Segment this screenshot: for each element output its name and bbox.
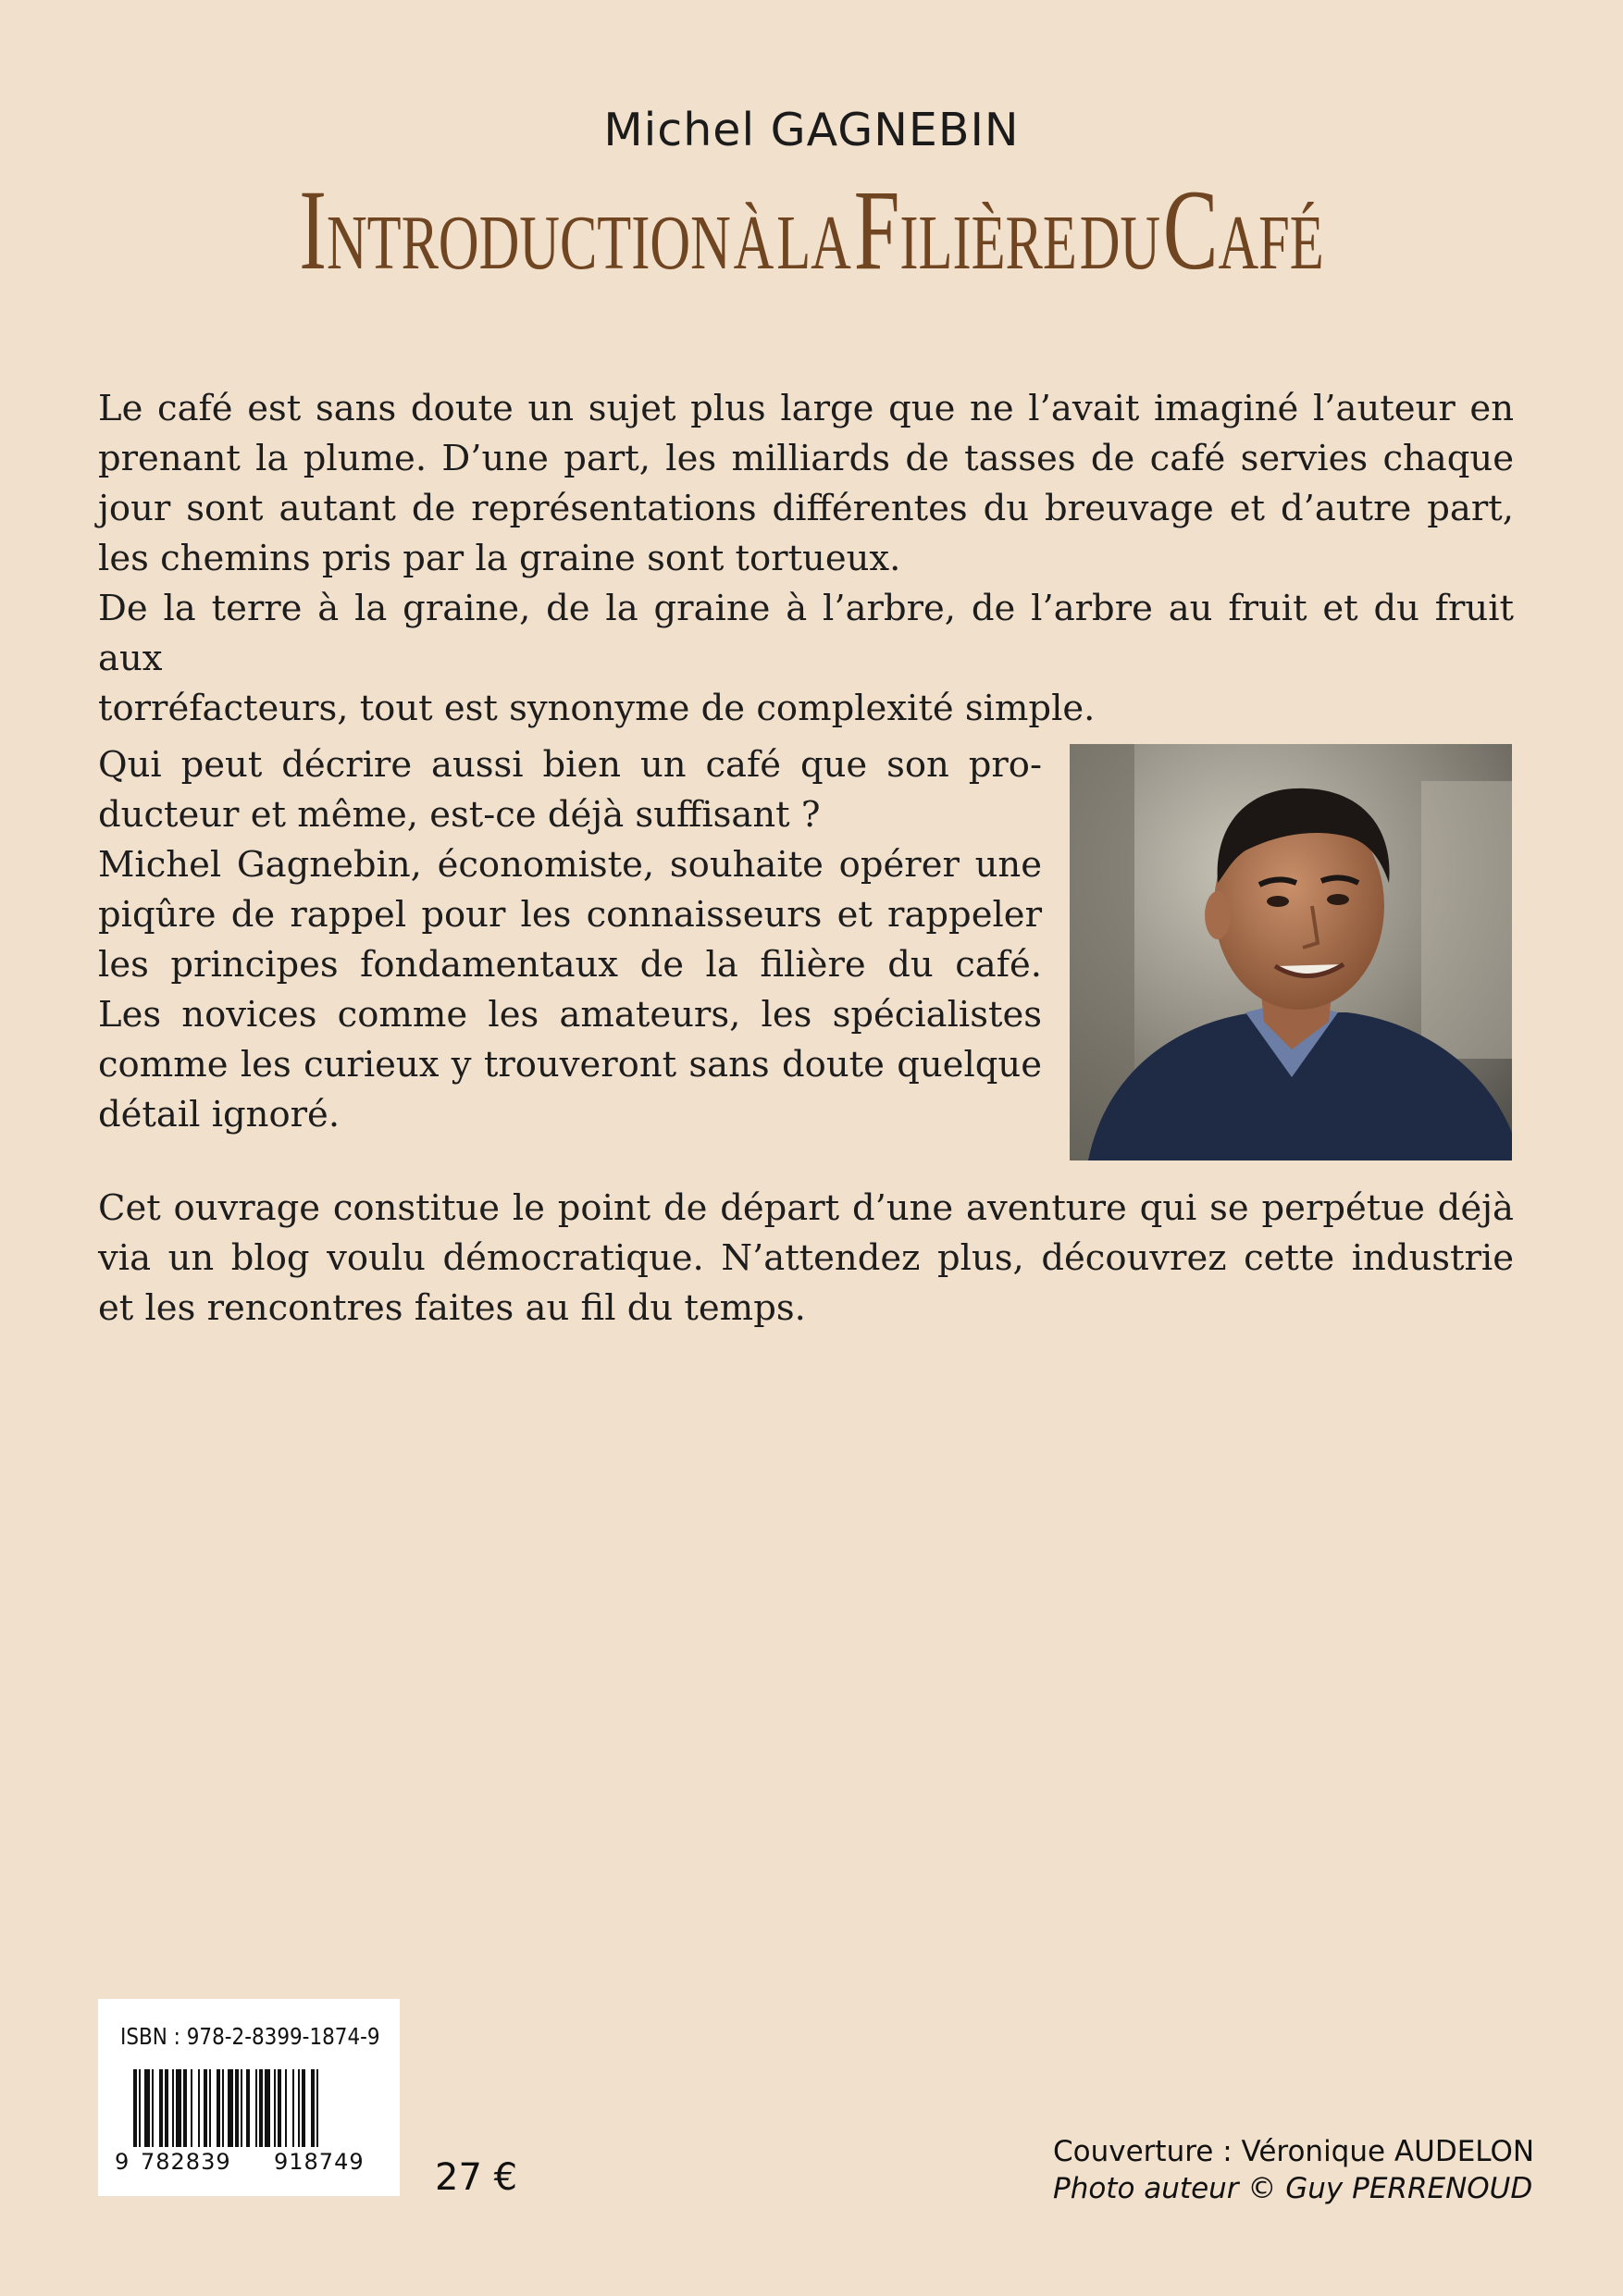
blurb-paragraph-1 (98, 384, 1514, 734)
text-line: et les rencontres faites au fil du temps. (98, 1287, 806, 1329)
barcode-bar (278, 2069, 281, 2147)
cover-credit: Couverture : Véronique AUDELON (1053, 2135, 1535, 2168)
barcode-bar (183, 2069, 187, 2147)
text-line: les principes fondamentaux de la filière du café. (98, 944, 1042, 986)
text-line: Qui peut décrire aussi bien un café que son pro- (98, 744, 1042, 786)
barcode-bar (298, 2069, 300, 2147)
barcode-bar (165, 2069, 168, 2147)
barcode-bar (176, 2069, 181, 2147)
price: 27 € (435, 2156, 518, 2199)
barcode-bar (235, 2069, 239, 2147)
text-line: via un blog voulu démocratique. N’attendez plus, découvrez cette industrie (98, 1237, 1514, 1279)
barcode-bar (217, 2069, 220, 2147)
book-title: INTRODUCTION À LA FILIÈRE DU CAFÉ (299, 167, 1324, 293)
isbn-label: ISBN : 978-2-8399-1874-9 (120, 2023, 380, 2050)
barcode-bar (265, 2069, 270, 2147)
photo-credit: Photo auteur © Guy PERRENOUD (1053, 2172, 1533, 2205)
barcode-bar (311, 2069, 315, 2147)
barcode-bar (259, 2069, 263, 2147)
barcode-bar (159, 2069, 163, 2147)
barcode-bar (285, 2069, 287, 2147)
text-line: jour sont autant de représentations différentes du breuvage et d’autre part, (98, 488, 1514, 529)
barcode-digit-first: 9 (115, 2149, 130, 2175)
barcode-bar (209, 2069, 211, 2147)
barcode-bar (241, 2069, 242, 2147)
barcode-digits-right: 918749 (274, 2149, 365, 2175)
text-line: Cet ouvrage constitue le point de départ d’une aventure qui se perpétue déjà (98, 1187, 1514, 1229)
barcode-icon (133, 2069, 366, 2153)
text-line: détail ignoré. (98, 1094, 341, 1136)
barcode-bar (198, 2069, 200, 2147)
text-line: Les novices comme les amateurs, les spécialistes (98, 994, 1042, 1036)
barcode-bar (316, 2069, 318, 2147)
barcode-bar (139, 2069, 141, 2147)
text-line: piqûre de rappel pour les connaisseurs et rappeler (98, 894, 1042, 936)
author-photo (1070, 744, 1512, 1160)
text-line: Michel Gagnebin, économiste, souhaite opérer une (98, 844, 1042, 886)
barcode-bar (191, 2069, 192, 2147)
barcode-bar (222, 2069, 224, 2147)
author-name: Michel GAGNEBIN (603, 104, 1020, 156)
barcode-digits-left: 782839 (141, 2149, 231, 2175)
text-line: De la terre à la graine, de la graine à l’arbre, de l’arbre au fruit et du fruit aux (98, 588, 1514, 679)
barcode-bar (204, 2069, 207, 2147)
text-line: Le café est sans doute un sujet plus large que ne l’avait imaginé l’auteur en (98, 388, 1514, 429)
text-line: torréfacteurs, tout est synonyme de complexité simple. (98, 688, 1096, 729)
blurb-paragraph-3 (98, 1184, 1514, 1334)
barcode-bar (292, 2069, 294, 2147)
barcode-bar (228, 2069, 233, 2147)
text-line: comme les curieux y trouveront sans doute quelque (98, 1044, 1042, 1086)
barcode-bar (274, 2069, 276, 2147)
barcode-bar (255, 2069, 257, 2147)
author-portrait-illustration (1070, 744, 1512, 1160)
blurb-paragraph-2 (98, 740, 1042, 1140)
text-line: prenant la plume. D’une part, les milliards de tasses de café servies chaque (98, 438, 1514, 479)
text-line: ducteur et même, est-ce déjà suffisant ? (98, 794, 821, 836)
barcode-bar (133, 2069, 137, 2147)
barcode-bar (246, 2069, 250, 2147)
barcode-bar (144, 2069, 150, 2147)
text-line: les chemins pris par la graine sont tortueux. (98, 538, 901, 579)
barcode-bar (172, 2069, 174, 2147)
isbn-barcode-box (98, 1999, 400, 2196)
credits (1053, 2133, 1534, 2207)
barcode-bar (302, 2069, 305, 2147)
barcode-bar (152, 2069, 154, 2147)
